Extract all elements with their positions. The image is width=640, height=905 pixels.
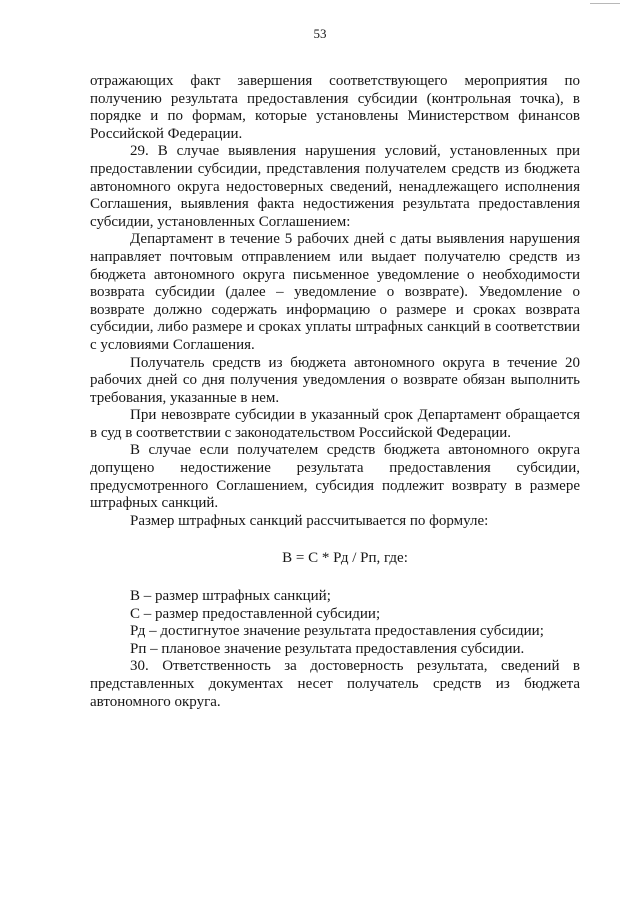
definition-rd: Рд – достигнутое значение результата предоставления субсидии; (130, 623, 544, 640)
paragraph-intro: отражающих факт завершения соответствующего мероприятия по получению результата предоставления субсидии (контрольная точка), в порядке и по формам, которые установлены Министерством финансов Российской Федерации. (90, 73, 580, 142)
paragraph-court: При невозврате субсидии в указанный срок Департамент обращается в суд в соответствии с законодательством Российской Федерации. (90, 407, 580, 441)
paragraph-penalty-size: Размер штрафных санкций рассчитывается по формуле: (130, 512, 489, 529)
formula-definitions (90, 588, 580, 658)
definition-b: В – размер штрафных санкций; (130, 588, 331, 605)
paragraph-non-achievement: В случае если получателем средств бюджета автономного округа допущено недостижение результата предоставления субсидии, предусмотренного Соглашением, субсидия подлежит возврату в размере штрафных санкций. (90, 442, 580, 512)
page-number: 53 (313, 26, 327, 41)
document-body (90, 73, 580, 711)
paragraph-30: 30. Ответственность за достоверность результата, сведений в представленных документах несет получатель средств из бюджета автономного округа. (90, 658, 580, 710)
paragraph-recipient-obligation: Получатель средств из бюджета автономного округа в течение 20 рабочих дней со дня получения уведомления о возврате обязан выполнить требования, указанные в нем. (90, 354, 580, 406)
scan-mark (590, 0, 620, 4)
paragraph-29: 29. В случае выявления нарушения условий, установленных при предоставлении субсидии, представления получателем средств из бюджета автономного округа недостоверных сведений, ненадлежащего исполнения Соглашения, выявления факта недостижения результата предоставления субсидии, установленных Соглашением: (90, 143, 580, 230)
definition-c: С – размер предоставленной субсидии; (130, 605, 381, 622)
penalty-formula: В = С * Рд / Рп, где: (282, 550, 408, 567)
paragraph-department-notice: Департамент в течение 5 рабочих дней с даты выявления нарушения направляет почтовым отправлением или выдает получателю средств из бюджета автономного округа письменное уведомление о необходимости возврата субсидии (далее – уведомление о возврате). Уведомление о возврате должно содержать информацию о размере и сроках возврата субсидии, либо размере и сроках уплаты штрафных санкций в соответствии с условиями Соглашения. (90, 231, 580, 353)
definition-rp: Рп – плановое значение результата предоставления субсидии. (130, 640, 525, 657)
